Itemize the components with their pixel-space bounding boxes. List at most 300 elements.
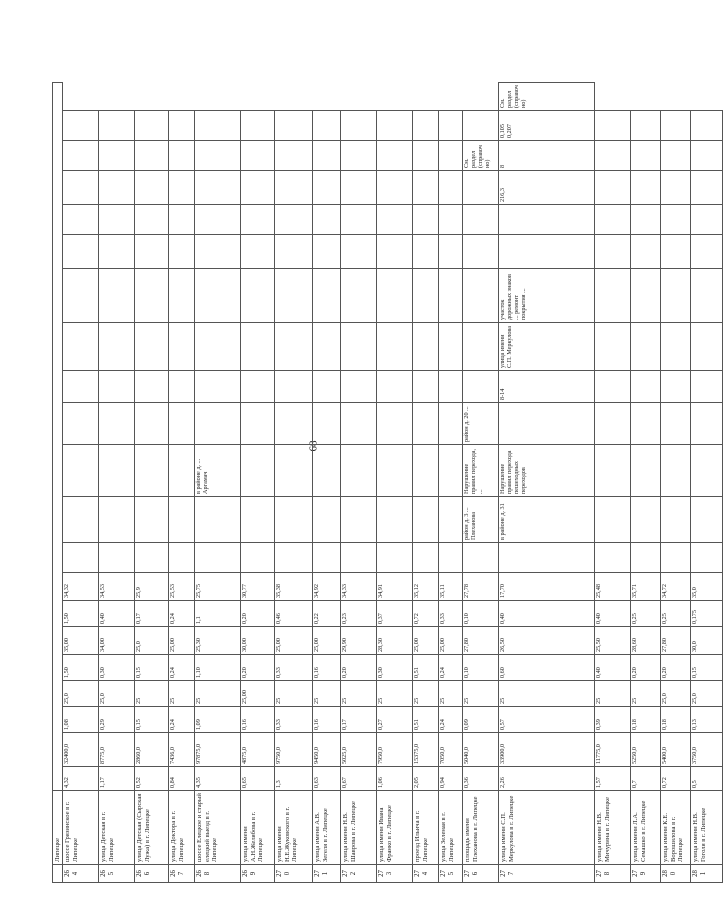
value-cell: 0,94 xyxy=(439,767,463,791)
value-cell: 7050,0 xyxy=(439,733,463,767)
value-cell xyxy=(275,403,313,445)
value-cell: 0,72 xyxy=(413,601,439,627)
value-cell: 7436,0 xyxy=(169,733,195,767)
value-cell xyxy=(439,323,463,371)
row-number-cell: 27 2 xyxy=(341,865,377,883)
value-cell: 4,35 xyxy=(195,767,241,791)
value-cell xyxy=(135,403,169,445)
row-number-cell: 28 0 xyxy=(661,865,691,883)
value-cell xyxy=(63,323,99,371)
value-cell xyxy=(99,403,135,445)
value-cell xyxy=(439,269,463,323)
value-cell: 0,24 xyxy=(169,707,195,733)
value-cell: 0,52 xyxy=(135,767,169,791)
value-cell xyxy=(241,141,275,171)
value-cell xyxy=(135,111,169,141)
value-cell xyxy=(413,445,439,497)
value-cell: 0,40 xyxy=(499,601,595,627)
value-cell: в районе д. 31 xyxy=(499,497,595,543)
value-cell: район д. 3 ... Плеханова xyxy=(463,497,499,543)
table-row xyxy=(241,82,275,882)
value-cell xyxy=(195,543,241,573)
value-cell xyxy=(499,235,595,269)
value-cell: 0,60 xyxy=(499,655,595,681)
value-cell: 0,24 xyxy=(439,707,463,733)
value-cell: 34,32 xyxy=(63,573,99,601)
value-cell xyxy=(195,371,241,403)
row-number-cell: 26 6 xyxy=(135,865,169,883)
value-cell xyxy=(241,543,275,573)
table-row xyxy=(275,82,313,882)
value-cell: См. раздел (справочно) xyxy=(499,82,595,110)
value-cell xyxy=(661,235,691,269)
value-cell: 2860,0 xyxy=(135,733,169,767)
value-cell: 26,50 xyxy=(499,627,595,655)
value-cell: 0,37 xyxy=(377,601,413,627)
value-cell xyxy=(313,323,341,371)
value-cell: 0,16 xyxy=(313,655,341,681)
value-cell: 35,11 xyxy=(439,573,463,601)
value-cell: район д. 20 ... xyxy=(463,403,499,445)
value-cell xyxy=(691,403,723,445)
road-name-cell: улица имени С.П. Меркулова в г. Липецке xyxy=(499,791,595,865)
value-cell xyxy=(313,235,341,269)
value-cell: 5040,0 xyxy=(463,733,499,767)
road-name-cell: улица имени К.Е. Ворошилова в г. Липецке xyxy=(661,791,691,865)
value-cell: 0,18 xyxy=(631,707,661,733)
value-cell: 0,20 xyxy=(241,601,275,627)
value-cell xyxy=(661,141,691,171)
road-name-cell: улица имени Л.А. Семашко в г. Липецке xyxy=(631,791,661,865)
value-cell: 25,00 xyxy=(439,627,463,655)
value-cell: 0,65 xyxy=(241,767,275,791)
value-cell xyxy=(341,445,377,497)
value-cell xyxy=(631,543,661,573)
value-cell: 35,12 xyxy=(413,573,439,601)
value-cell xyxy=(439,235,463,269)
value-cell xyxy=(135,445,169,497)
value-cell xyxy=(169,543,195,573)
value-cell xyxy=(275,445,313,497)
value-cell: 34,91 xyxy=(377,573,413,601)
value-cell xyxy=(377,371,413,403)
value-cell xyxy=(595,371,631,403)
road-name-cell: улица имени А.Н.Желябова в г. Липецке xyxy=(241,791,275,865)
value-cell xyxy=(413,403,439,445)
value-cell xyxy=(463,371,499,403)
value-cell: 34,00 xyxy=(99,627,135,655)
value-cell: 0,10 xyxy=(463,601,499,627)
value-cell: 0,30 xyxy=(99,655,135,681)
value-cell xyxy=(135,323,169,371)
row-number-cell: 28 1 xyxy=(691,865,723,883)
value-cell xyxy=(661,171,691,205)
value-cell: 25,0 xyxy=(691,681,723,707)
value-cell: См. раздел (справочно) xyxy=(463,141,499,171)
value-cell: 0,23 xyxy=(341,601,377,627)
value-cell xyxy=(439,371,463,403)
value-cell xyxy=(499,205,595,235)
value-cell xyxy=(661,403,691,445)
value-cell xyxy=(413,111,439,141)
value-cell xyxy=(241,269,275,323)
table-row xyxy=(313,82,341,882)
value-cell xyxy=(275,543,313,573)
value-cell: 28,30 xyxy=(377,627,413,655)
value-cell: 0,67 xyxy=(341,767,377,791)
row-number-cell: 27 9 xyxy=(631,865,661,883)
value-cell: 9450,0 xyxy=(313,733,341,767)
value-cell xyxy=(691,269,723,323)
table-row xyxy=(499,82,595,882)
value-cell xyxy=(63,235,99,269)
value-cell: 0,57 xyxy=(499,707,595,733)
value-cell xyxy=(99,205,135,235)
value-cell xyxy=(341,497,377,543)
value-cell xyxy=(413,497,439,543)
value-cell xyxy=(195,403,241,445)
value-cell xyxy=(377,323,413,371)
value-cell xyxy=(99,269,135,323)
value-cell xyxy=(439,445,463,497)
value-cell xyxy=(63,171,99,205)
value-cell: 1,50 xyxy=(63,601,99,627)
value-cell: 34,72 xyxy=(661,573,691,601)
value-cell: 35,38 xyxy=(275,573,313,601)
value-cell: Нарушение правил перехода пешеходных переходов xyxy=(499,445,595,497)
value-cell xyxy=(661,371,691,403)
value-cell: 25 xyxy=(275,681,313,707)
table-row xyxy=(661,82,691,882)
value-cell: 27,78 xyxy=(463,573,499,601)
value-cell xyxy=(631,171,661,205)
row-number-cell: 27 5 xyxy=(439,865,463,883)
value-cell: 0,20 xyxy=(241,655,275,681)
row-number-cell: 27 0 xyxy=(275,865,313,883)
value-cell: 0,15 xyxy=(135,655,169,681)
value-cell xyxy=(413,235,439,269)
value-cell: улица имени С.П. Меркулова xyxy=(499,323,595,371)
value-cell: 0,27 xyxy=(377,707,413,733)
value-cell xyxy=(413,323,439,371)
value-cell xyxy=(169,269,195,323)
header-fragment: Липецке xyxy=(53,791,63,865)
value-cell: 25,30 xyxy=(195,627,241,655)
value-cell xyxy=(631,323,661,371)
road-name-cell: улица имени Н.В. Мичурина в г. Липецке xyxy=(595,791,631,865)
value-cell xyxy=(169,171,195,205)
table-row xyxy=(195,82,241,882)
value-cell: 25,00 xyxy=(275,627,313,655)
row-number-cell: 27 3 xyxy=(377,865,413,883)
value-cell xyxy=(463,269,499,323)
value-cell: 25 xyxy=(439,681,463,707)
value-cell xyxy=(595,543,631,573)
value-cell xyxy=(241,371,275,403)
value-cell xyxy=(661,445,691,497)
value-cell xyxy=(499,543,595,573)
value-cell xyxy=(631,403,661,445)
row-number-cell: 26 9 xyxy=(241,865,275,883)
value-cell xyxy=(341,171,377,205)
value-cell: 1,08 xyxy=(63,707,99,733)
value-cell xyxy=(195,141,241,171)
value-cell xyxy=(595,445,631,497)
table-row xyxy=(169,82,195,882)
value-cell xyxy=(595,171,631,205)
table-row xyxy=(439,82,463,882)
value-cell xyxy=(341,235,377,269)
road-name-cell: улица Зеленая в г. Липецке xyxy=(439,791,463,865)
value-cell: 0,33 xyxy=(275,707,313,733)
value-cell xyxy=(631,371,661,403)
value-cell xyxy=(631,205,661,235)
value-cell: 25,0 xyxy=(661,681,691,707)
value-cell xyxy=(275,205,313,235)
value-cell xyxy=(99,497,135,543)
value-cell xyxy=(63,205,99,235)
value-cell xyxy=(691,323,723,371)
value-cell xyxy=(63,445,99,497)
value-cell xyxy=(313,403,341,445)
value-cell xyxy=(195,269,241,323)
value-cell xyxy=(463,235,499,269)
value-cell xyxy=(135,205,169,235)
value-cell xyxy=(439,543,463,573)
row-number-cell: 26 4 xyxy=(63,865,99,883)
value-cell xyxy=(341,403,377,445)
value-cell: 0,16 xyxy=(241,707,275,733)
value-cell xyxy=(631,445,661,497)
value-cell: 25 xyxy=(135,681,169,707)
value-cell xyxy=(631,141,661,171)
value-cell xyxy=(661,543,691,573)
road-name-cell: улица имени Н.В. Гоголя в г. Липецке xyxy=(691,791,723,865)
value-cell: 25,0 xyxy=(63,681,99,707)
value-cell xyxy=(99,171,135,205)
value-cell: 27,80 xyxy=(463,627,499,655)
value-cell xyxy=(169,371,195,403)
value-cell xyxy=(463,543,499,573)
road-data-table xyxy=(52,82,723,883)
value-cell xyxy=(413,171,439,205)
road-name-cell: улица имени Ивана Франко в г. Липецке xyxy=(377,791,413,865)
value-cell: 5400,0 xyxy=(661,733,691,767)
road-name-cell: проезд Ильича в г. Липецке xyxy=(413,791,439,865)
value-cell xyxy=(631,269,661,323)
value-cell: 0,51 xyxy=(413,707,439,733)
value-cell: 28,60 xyxy=(631,627,661,655)
value-cell: 27,80 xyxy=(661,627,691,655)
value-cell: 0,17 xyxy=(135,601,169,627)
row-number-cell: 27 6 xyxy=(463,865,499,883)
road-name-cell: шоссе Грязинское в г. Липецке xyxy=(63,791,99,865)
value-cell xyxy=(691,371,723,403)
road-name-cell: площадь имени Плеханова в г. Липецке xyxy=(463,791,499,865)
value-cell: 0,39 xyxy=(595,707,631,733)
value-cell: 1,50 xyxy=(63,655,99,681)
table-row xyxy=(63,82,99,882)
value-cell: 25 xyxy=(313,681,341,707)
value-cell: 0,40 xyxy=(595,655,631,681)
value-cell xyxy=(595,497,631,543)
value-cell xyxy=(135,497,169,543)
value-cell xyxy=(313,205,341,235)
value-cell xyxy=(691,497,723,543)
value-cell xyxy=(99,371,135,403)
table-row xyxy=(341,82,377,882)
value-cell xyxy=(275,497,313,543)
value-cell xyxy=(195,497,241,543)
value-cell: 25,75 xyxy=(195,573,241,601)
value-cell: 0,51 xyxy=(413,655,439,681)
value-cell xyxy=(313,269,341,323)
value-cell xyxy=(377,403,413,445)
value-cell xyxy=(63,403,99,445)
value-cell xyxy=(631,497,661,543)
value-cell: 0,25 xyxy=(631,601,661,627)
value-cell xyxy=(241,111,275,141)
row-number-cell: 27 8 xyxy=(595,865,631,883)
value-cell: 0,175 xyxy=(691,601,723,627)
value-cell: 2,05 xyxy=(413,767,439,791)
value-cell xyxy=(169,497,195,543)
value-cell xyxy=(595,205,631,235)
value-cell xyxy=(661,205,691,235)
value-cell: 35,71 xyxy=(631,573,661,601)
value-cell xyxy=(135,235,169,269)
value-cell: 35,00 xyxy=(63,627,99,655)
value-cell xyxy=(275,111,313,141)
value-cell xyxy=(413,269,439,323)
value-cell: 0,105 0,207 xyxy=(499,111,595,141)
value-cell xyxy=(439,497,463,543)
value-cell xyxy=(313,497,341,543)
value-cell: 25,0 xyxy=(135,627,169,655)
value-cell xyxy=(63,543,99,573)
value-cell: 25 xyxy=(169,681,195,707)
value-cell xyxy=(499,403,595,445)
value-cell: 0,46 xyxy=(275,601,313,627)
value-cell: 25,53 xyxy=(169,573,195,601)
value-cell xyxy=(275,171,313,205)
value-cell: 34,92 xyxy=(313,573,341,601)
value-cell xyxy=(691,235,723,269)
value-cell xyxy=(341,323,377,371)
value-cell: 8-14 xyxy=(499,371,595,403)
value-cell xyxy=(169,445,195,497)
value-cell: 0,15 xyxy=(691,655,723,681)
value-cell xyxy=(241,205,275,235)
value-cell: 25,48 xyxy=(595,573,631,601)
value-cell xyxy=(377,171,413,205)
road-name-cell: улица имени Н.В. Шаврова в г. Липецке xyxy=(341,791,377,865)
row-number-cell: 26 7 xyxy=(169,865,195,883)
value-cell xyxy=(241,403,275,445)
value-cell: 25 xyxy=(499,681,595,707)
value-cell xyxy=(631,235,661,269)
value-cell xyxy=(63,141,99,171)
value-cell: 25 xyxy=(195,681,241,707)
value-cell xyxy=(595,235,631,269)
value-cell: 25,00 xyxy=(313,627,341,655)
value-cell: 0,18 xyxy=(661,707,691,733)
value-cell: 4,32 xyxy=(63,767,99,791)
value-cell: 0,36 xyxy=(463,767,499,791)
value-cell xyxy=(661,497,691,543)
row-number-cell: 27 1 xyxy=(313,865,341,883)
rotated-table-container xyxy=(52,85,707,883)
value-cell: 0,22 xyxy=(313,601,341,627)
value-cell: 0,33 xyxy=(439,601,463,627)
value-cell xyxy=(313,141,341,171)
value-cell xyxy=(195,205,241,235)
value-cell: 0,33 xyxy=(275,655,313,681)
value-cell xyxy=(463,111,499,141)
value-cell xyxy=(413,371,439,403)
value-cell: 1,3 xyxy=(275,767,313,791)
value-cell: 8 xyxy=(499,141,595,171)
value-cell: 0,20 xyxy=(631,655,661,681)
value-cell xyxy=(99,235,135,269)
value-cell xyxy=(99,543,135,573)
road-name-cell: улица Доктора в г. Липецке xyxy=(169,791,195,865)
value-cell: 9750,0 xyxy=(275,733,313,767)
table-row xyxy=(99,82,135,882)
value-cell: 11775,0 xyxy=(595,733,631,767)
value-cell xyxy=(63,497,99,543)
value-cell: 25 xyxy=(463,681,499,707)
value-cell xyxy=(63,269,99,323)
value-cell: 0,7 xyxy=(631,767,661,791)
value-cell xyxy=(99,323,135,371)
row-number-cell: 27 4 xyxy=(413,865,439,883)
value-cell: 5025,0 xyxy=(341,733,377,767)
value-cell xyxy=(135,141,169,171)
value-cell xyxy=(439,205,463,235)
value-cell xyxy=(341,371,377,403)
value-cell: 30,00 xyxy=(241,627,275,655)
value-cell xyxy=(63,371,99,403)
value-cell: 7950,0 xyxy=(377,733,413,767)
value-cell: 0,10 xyxy=(463,655,499,681)
value-cell xyxy=(377,445,413,497)
value-cell: 25,50 xyxy=(595,627,631,655)
value-cell xyxy=(275,235,313,269)
value-cell xyxy=(595,323,631,371)
value-cell: 25,9 xyxy=(135,573,169,601)
value-cell xyxy=(691,543,723,573)
value-cell: 34,53 xyxy=(99,573,135,601)
value-cell: 0,17 xyxy=(341,707,377,733)
value-cell: 97875,0 xyxy=(195,733,241,767)
value-cell xyxy=(377,111,413,141)
value-cell: 25 xyxy=(341,681,377,707)
value-cell: 33900,0 xyxy=(499,733,595,767)
value-cell xyxy=(595,403,631,445)
value-cell: 25 xyxy=(595,681,631,707)
header-fragment-row xyxy=(53,82,63,882)
value-cell xyxy=(341,269,377,323)
value-cell xyxy=(377,141,413,171)
value-cell xyxy=(341,205,377,235)
value-cell: 1,1 xyxy=(195,601,241,627)
value-cell xyxy=(595,269,631,323)
value-cell xyxy=(413,543,439,573)
value-cell xyxy=(341,141,377,171)
value-cell xyxy=(99,141,135,171)
value-cell: 0,20 xyxy=(661,655,691,681)
